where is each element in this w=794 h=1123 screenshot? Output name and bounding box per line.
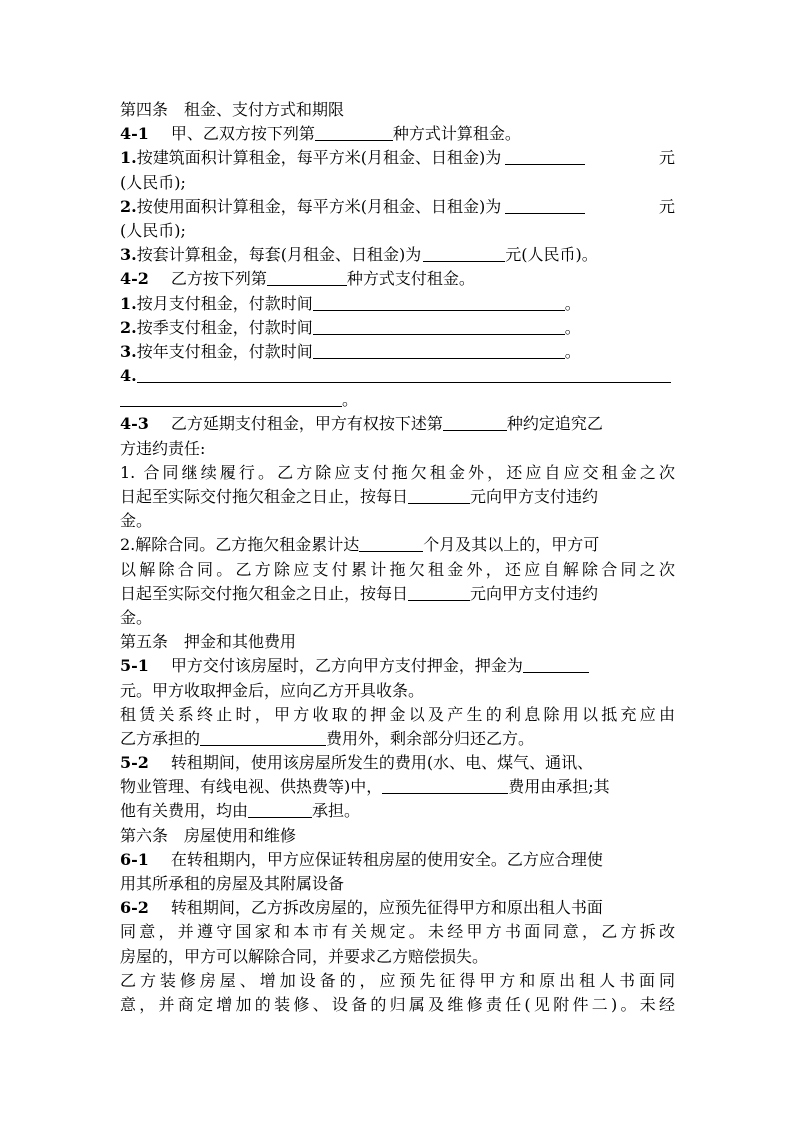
- deposit-paragraph-line-2: 乙方承担的 费用外，剩余部分归还乙方。: [120, 728, 535, 748]
- clause-number: 4-1: [120, 124, 149, 144]
- blank-field[interactable]: [408, 487, 470, 504]
- clause-number: 4-2: [120, 269, 149, 289]
- clause-number: 5-1: [120, 656, 149, 676]
- blank-field[interactable]: [137, 366, 671, 383]
- clause-number: 6-1: [120, 849, 149, 869]
- clause-6-2: 6-2 转租期间，乙方拆改房屋的，应预先征得甲方和原出租人书面: [120, 898, 603, 918]
- clause-6-1-cont: 用其所承租的房屋及其附属设备: [120, 874, 345, 893]
- blank-field[interactable]: [443, 414, 507, 431]
- clause-4-3: 4-3 乙方延期支付租金，甲方有权按下述第 种约定追究乙: [120, 414, 603, 434]
- blank-field[interactable]: [267, 269, 347, 286]
- payment-option-3: 3.按年支付租金，付款时间 。: [120, 341, 581, 361]
- clause-6-2-cont: 同意，并遵守国家和本市有关规定。未经甲方书面同意，乙方拆改: [120, 922, 675, 942]
- clause-5-1-cont: 元。甲方收取押金后，应向乙方开具收条。: [120, 680, 425, 700]
- remedy-2-line-1: 2.解除合同。乙方拖欠租金累计达 个月及其以上的，甲方可: [120, 535, 600, 555]
- clause-4-2: 4-2 乙方按下列第 种方式支付租金。: [120, 269, 475, 289]
- remedy-2-line-4: 金。: [120, 607, 153, 627]
- blank-field[interactable]: [313, 342, 565, 359]
- renovation-paragraph-line-1: 乙方装修房屋、增加设备的，应预先征得甲方和原出租人书面同: [120, 970, 675, 990]
- option-2-cont: (人民币);: [120, 220, 186, 240]
- clause-6-2-cont-2: 房屋的，甲方可以解除合同，并要求乙方赔偿损失。: [120, 946, 489, 966]
- clause-5-2: 5-2 转租期间，使用该房屋所发生的费用(水、电、煤气、通讯、: [120, 753, 594, 773]
- option-2: 2.按使用面积计算租金，每平方米(月租金、日租金)为 元: [120, 196, 675, 216]
- blank-field[interactable]: [359, 535, 423, 552]
- blank-field[interactable]: [313, 294, 565, 311]
- clause-4-3-cont: 方违约责任:: [120, 438, 206, 458]
- payment-option-2: 2.按季支付租金，付款时间 。: [120, 317, 581, 337]
- option-1-cont: (人民币);: [120, 172, 186, 192]
- clause-6-1: 6-1 在转租期内，甲方应保证转租房屋的使用安全。乙方应合理使: [120, 849, 603, 869]
- deposit-paragraph-line-1: 租赁关系终止时，甲方收取的押金以及产生的利息除用以抵充应由: [120, 704, 675, 724]
- remedy-2-line-3: 日起至实际交付拖欠租金之日止，按每日 元向甲方支付违约: [120, 583, 599, 603]
- clause-5-1: 5-1 甲方交付该房屋时，乙方向甲方支付押金，押金为: [120, 654, 675, 678]
- blank-field[interactable]: [248, 801, 312, 818]
- clause-number: 4-3: [120, 414, 149, 434]
- clause-number: 5-2: [120, 753, 149, 773]
- clause-5-2-cont: 物业管理、有线电视、供热费等)中， 费用由承担;其: [120, 777, 610, 797]
- blank-field[interactable]: [505, 148, 585, 165]
- blank-field[interactable]: [423, 245, 505, 262]
- remedy-1-line-2: 日起至实际交付拖欠租金之日止，按每日 元向甲方支付违约: [120, 487, 599, 506]
- payment-option-1: 1.按月支付租金，付款时间 。: [120, 293, 581, 313]
- remedy-1-line-1: 1. 合同继续履行。乙方除应支付拖欠租金外，还应自应交租金之次: [120, 462, 675, 482]
- document-page: [120, 98, 675, 1017]
- blank-field[interactable]: [315, 124, 393, 141]
- blank-field[interactable]: [200, 729, 326, 746]
- blank-field[interactable]: [505, 197, 585, 214]
- blank-field[interactable]: [382, 777, 508, 794]
- article-6-heading: 第六条 房屋使用和维修: [120, 825, 297, 845]
- option-3: 3.按套计算租金，每套(月租金、日租金)为 元(人民币)。: [120, 245, 598, 265]
- blank-field[interactable]: [120, 390, 342, 407]
- remedy-2-line-2: 以解除合同。乙方除应支付累计拖欠租金外，还应自解除合同之次: [120, 559, 675, 579]
- renovation-paragraph-line-2: 意，并商定增加的装修、设备的归属及维修责任(见附件二)。未经: [120, 994, 675, 1014]
- blank-field[interactable]: [408, 584, 470, 601]
- article-4-heading: 第四条 租金、支付方式和期限: [120, 100, 345, 119]
- article-5-heading: 第五条 押金和其他费用: [120, 632, 297, 652]
- remedy-1-line-3: 金。: [120, 511, 153, 531]
- blank-field[interactable]: [523, 656, 589, 673]
- blank-field[interactable]: [313, 318, 565, 335]
- payment-option-4-cont: 。: [120, 388, 675, 412]
- option-1: 1.按建筑面积计算租金，每平方米(月租金、日租金)为 元: [120, 148, 675, 168]
- clause-4-1: 4-1 甲、乙双方按下列第 种方式计算租金。: [120, 124, 521, 144]
- clause-5-2-cont-2: 他有关费用，均由 承担。: [120, 801, 361, 821]
- clause-number: 6-2: [120, 898, 149, 918]
- payment-option-4: 4.: [120, 364, 675, 388]
